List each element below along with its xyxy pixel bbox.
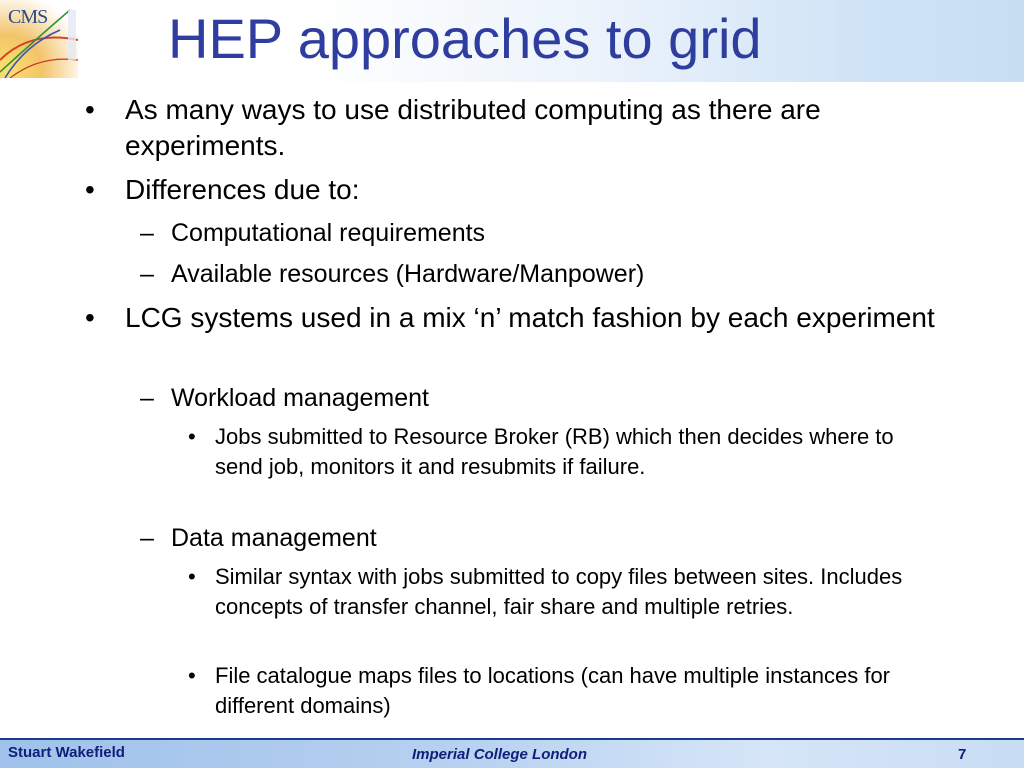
- footer-bar: [0, 738, 1024, 768]
- sub-sub-bullet-text: File catalogue maps files to locations (can have multiple instances for different domains): [215, 663, 891, 718]
- sub-bullet-marker: –: [140, 260, 154, 288]
- logo-text: CMS: [8, 6, 48, 28]
- sub-bullet-marker: –: [140, 384, 154, 412]
- sub-sub-bullet-item: [188, 661, 933, 721]
- footer-institution: Imperial College London: [412, 746, 588, 763]
- page-number: 7: [958, 746, 967, 763]
- sub-bullet-item: [140, 382, 940, 414]
- slide-title: HEP approaches to grid: [168, 7, 762, 70]
- sub-bullet-text: Available resources (Hardware/Manpower): [171, 260, 645, 288]
- sub-sub-bullet-item: [188, 562, 923, 622]
- sub-bullet-marker: –: [140, 219, 154, 247]
- bullet-text: Differences due to:: [125, 174, 360, 205]
- sub-sub-bullet-text: Jobs submitted to Resource Broker (RB) which then decides where to send job, monitors it and resubmits if failure.: [215, 424, 894, 479]
- sub-bullet-item: [140, 258, 940, 290]
- sub-bullet-item: [140, 217, 940, 249]
- sub-bullet-text: Data management: [171, 524, 377, 552]
- cms-logo: [0, 0, 78, 78]
- bullet-text: LCG systems used in a mix ‘n’ match fashion by each experiment: [125, 302, 935, 333]
- bullet-marker: •: [85, 94, 95, 125]
- sub-bullet-item: [140, 522, 940, 554]
- sub-bullet-text: Computational requirements: [171, 219, 486, 247]
- bullet-item: [80, 92, 940, 164]
- bullet-item: [80, 172, 940, 208]
- sub-sub-bullet-marker: •: [188, 663, 196, 688]
- sub-sub-bullet-marker: •: [188, 564, 196, 589]
- sub-sub-bullet-item: [188, 422, 918, 482]
- bullet-marker: •: [85, 302, 95, 333]
- footer-author: Stuart Wakefield: [8, 744, 125, 761]
- sub-sub-bullet-text: Similar syntax with jobs submitted to copy files between sites. Includes concepts of transfer channel, fair share and multiple retries.: [215, 564, 903, 619]
- bullet-item: [80, 300, 960, 336]
- bullet-marker: •: [85, 174, 95, 205]
- bullet-text: As many ways to use distributed computing as there are experiments.: [125, 94, 821, 161]
- sub-sub-bullet-marker: •: [188, 424, 196, 449]
- sub-bullet-marker: –: [140, 524, 154, 552]
- sub-bullet-text: Workload management: [171, 384, 430, 412]
